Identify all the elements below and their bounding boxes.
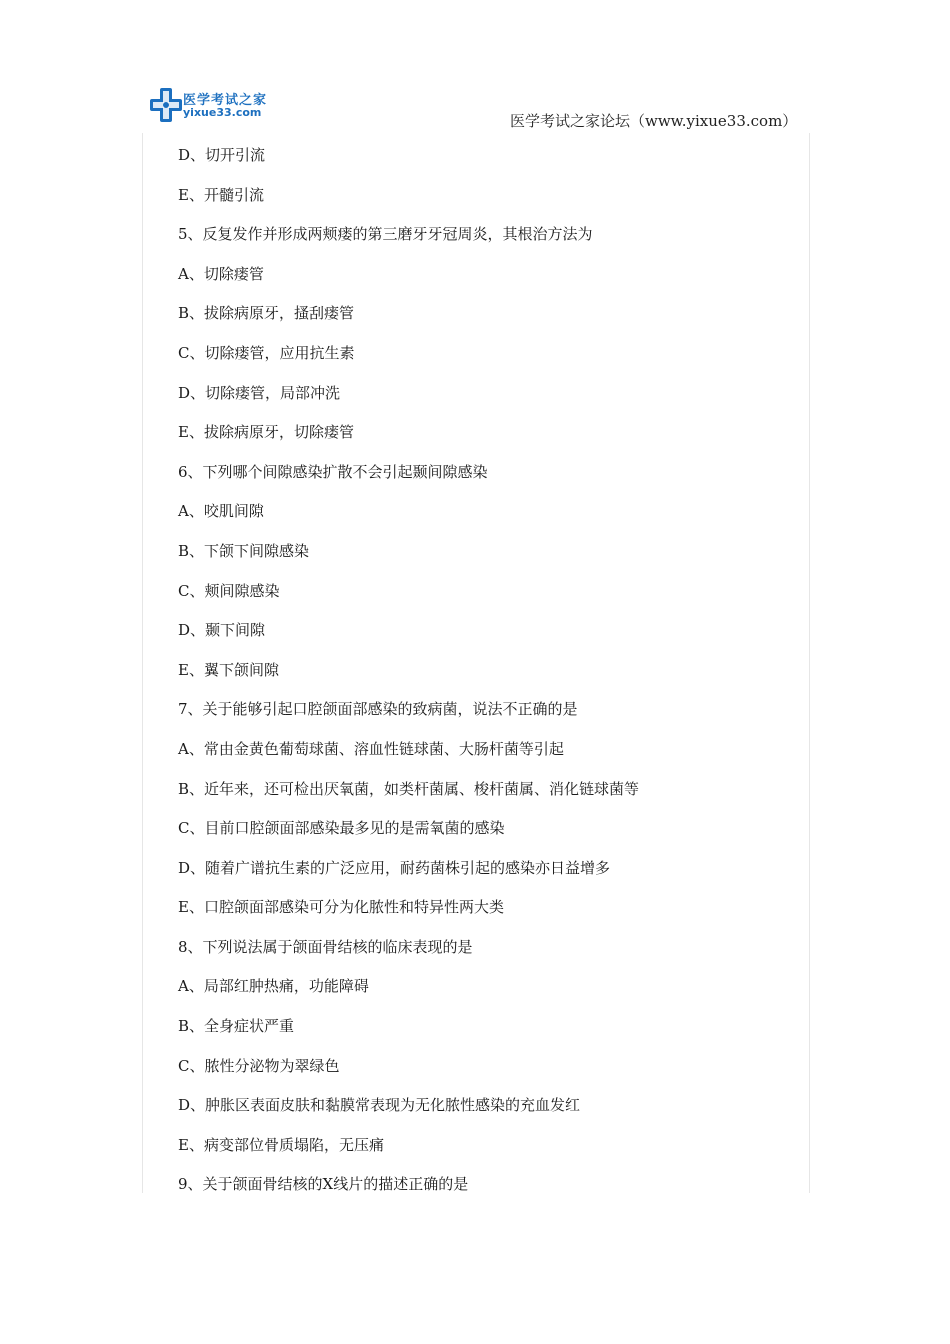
option-line: C、颊间隙感染 [178, 581, 280, 600]
option-line: D、肿胀区表面皮肤和黏膜常表现为无化脓性感染的充血发红 [178, 1096, 581, 1115]
option-line: E、口腔颌面部感染可分为化脓性和特异性两大类 [178, 898, 504, 917]
option-line: E、翼下颌间隙 [178, 660, 279, 679]
question-line: 7、关于能够引起口腔颌面部感染的致病菌，说法不正确的是 [178, 700, 578, 719]
option-line: E、拔除病原牙，切除瘘管 [178, 423, 354, 442]
logo-text-en: yixue33.com [183, 106, 262, 119]
option-line: C、脓性分泌物为翠绿色 [178, 1056, 340, 1075]
option-line: B、拔除病原牙，搔刮瘘管 [178, 304, 355, 323]
option-line: A、局部红肿热痛，功能障碍 [178, 977, 369, 996]
option-line: A、切除瘘管 [178, 264, 264, 283]
site-logo[interactable] [150, 86, 270, 126]
option-line: C、切除瘘管，应用抗生素 [178, 343, 355, 362]
option-line: D、切除瘘管，局部冲洗 [178, 383, 341, 402]
question-line: 5、反复发作并形成两颊瘘的第三磨牙牙冠周炎，其根治方法为 [178, 225, 593, 244]
option-line: D、随着广谱抗生素的广泛应用，耐药菌株引起的感染亦日益增多 [178, 858, 611, 877]
option-line: E、开髓引流 [178, 185, 264, 204]
question-line: 8、下列说法属于颌面骨结核的临床表现的是 [178, 937, 473, 956]
medical-cross-icon [150, 86, 184, 126]
question-line: 9、关于颌面骨结核的X线片的描述正确的是 [178, 1175, 469, 1194]
question-list [178, 145, 798, 1214]
site-title: 医学考试之家论坛（www.yixue33.com） [510, 112, 798, 130]
question-line: 6、下列哪个间隙感染扩散不会引起颞间隙感染 [178, 462, 488, 481]
option-line: E、病变部位骨质塌陷，无压痛 [178, 1135, 384, 1154]
option-line: B、近年来，还可检出厌氧菌，如类杆菌属、梭杆菌属、消化链球菌等 [178, 779, 640, 798]
option-line: D、切开引流 [178, 146, 266, 164]
option-line: A、咬肌间隙 [178, 502, 264, 521]
option-line: B、全身症状严重 [178, 1017, 295, 1036]
option-line: D、颞下间隙 [178, 621, 266, 640]
option-line: A、常由金黄色葡萄球菌、溶血性链球菌、大肠杆菌等引起 [178, 739, 564, 758]
option-line: C、目前口腔颌面部感染最多见的是需氧菌的感染 [178, 819, 505, 838]
logo-text-cn: 医学考试之家 [183, 93, 268, 108]
option-line: B、下颌下间隙感染 [178, 541, 310, 560]
